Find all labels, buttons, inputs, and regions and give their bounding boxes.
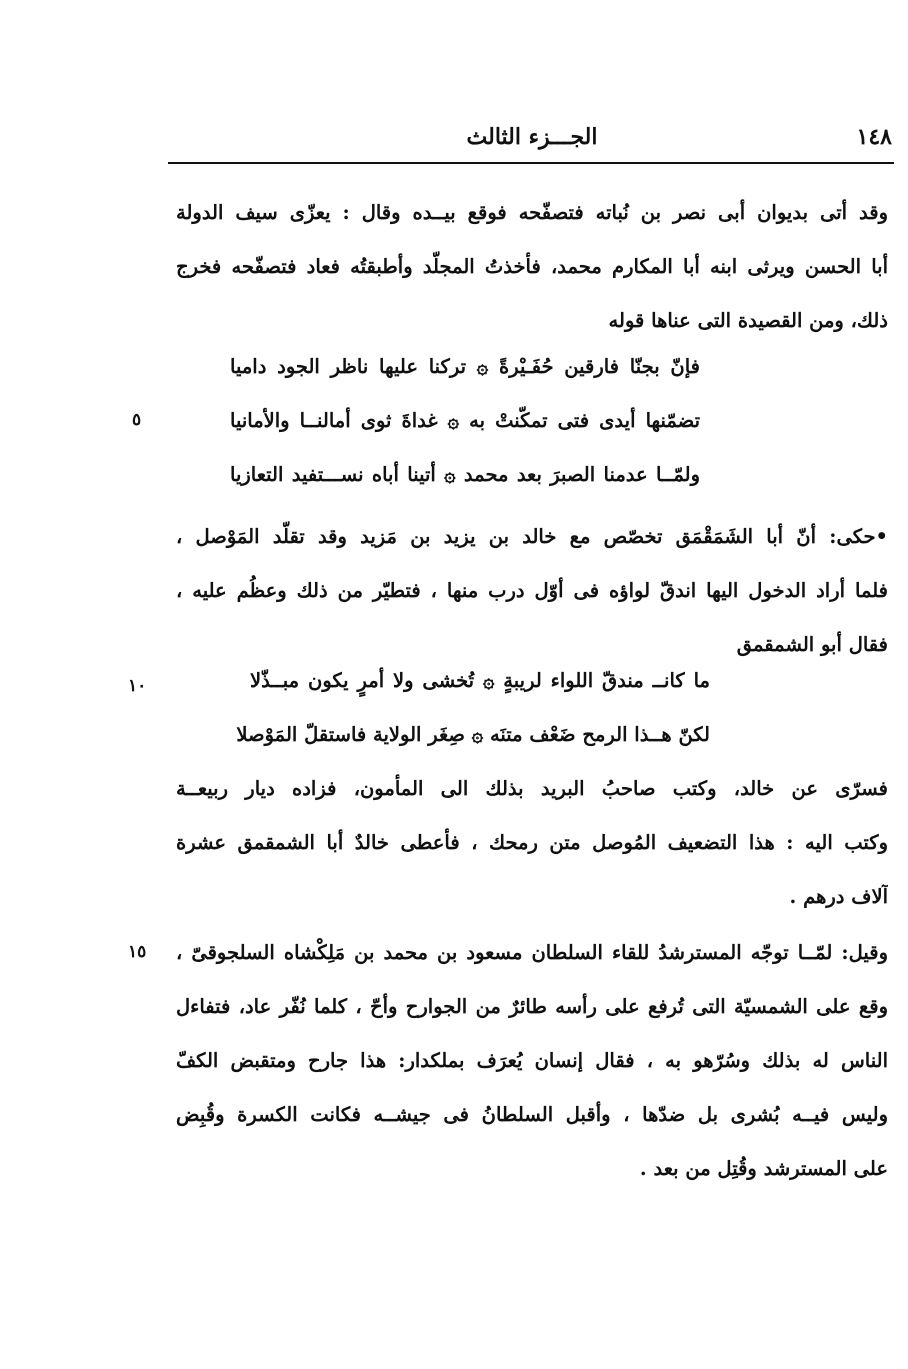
page-header [168, 118, 896, 158]
line-number-marker: ٥ [132, 410, 142, 430]
verse-block-1 [230, 340, 700, 502]
text-line: الناس له بذلك وسُرّهو به ، فقال إنسان يُعرَف بملكدار: هذا جارح ومتقبض الكفّ [176, 1049, 888, 1072]
text-line: فقال أبو الشمقمق [736, 633, 888, 656]
paragraph-2 [176, 510, 888, 672]
paragraph-4 [176, 926, 888, 1196]
text-line: فسرّى عن خالد، وكتب صاحبُ البريد بذلك الى المأمون، فزاده ديار ربيعــة [176, 777, 888, 800]
text-line: وقد أتى بديوان أبى نصر بن نُباته فتصفّحه فوقع بيــده وقال : يعزّى سيف الدولة [176, 201, 888, 224]
text-line: على المسترشد وقُتِل من بعد . [639, 1157, 888, 1180]
text-line: وليس فيــه بُشرى بل ضدّها ، وأقبل السلطانُ فى جيشــه فكانت الكسرة وقُبِض [176, 1103, 888, 1126]
text-line: وقع على الشمسيّة التى تُرفع على رأسه طائرٌ من الجوارح وأحّ ، كلما نُفّر عاد، فتفاءل [176, 995, 888, 1018]
verse-block-2 [236, 654, 710, 762]
text-line: وقيل: لمّــا توجّه المسترشدُ للقاء السلطان مسعود بن محمد بن مَلِكْشاه السلجوقىّ ، [176, 941, 888, 964]
line-number-marker: ١٥ [128, 942, 147, 962]
header-rule [168, 162, 894, 164]
paragraph-3 [176, 762, 888, 924]
text-line: •حكى: أنّ أبا الشَمَقْمَق تخصّص مع خالد بن يزيد بن مَزيد وقد تقلّد المَوْصل ، [176, 525, 888, 548]
text-line: أبا الحسن ويرثى ابنه أبا المكارم محمد، فأخذتُ المجلّد وأطبقتُه فعاد فتصفّحه فخرج [176, 255, 888, 278]
verse-line: تضمّنها أيدى فتى تمكّنتْ به ۞ غداةَ ثوى أمالنــا والأمانيا [230, 409, 700, 432]
text-line: وكتب اليه : هذا التضعيف المُوصل متن رمحك ، فأعطى خالدٌ أبا الشمقمق عشرة [176, 831, 888, 854]
text-line: فلما أراد الدخول اليها اندقّ لواؤه فى أوّل درب منها ، فتطيّر من ذلك وعظُم عليه ، [176, 579, 888, 602]
text-line: ذلك، ومن القصيدة التى عناها قوله [608, 309, 888, 332]
paragraph-1 [176, 186, 888, 348]
verse-line: ولمّــا عدمنا الصبرَ بعد محمد ۞ أتينا أباه نســـتفيد التعازيا [230, 463, 700, 486]
verse-line: لكنّ هــذا الرمح ضَعْف متنَه ۞ صِغَر الولاية فاستقلّ المَوْصلا [236, 723, 710, 746]
verse-line: فإنّ بجنّا فارقين حُفَـيْرةً ۞ تركنا عليها ناظر الجود داميا [230, 355, 700, 378]
text-line: آلاف درهم . [789, 885, 888, 908]
line-number-marker: ١٠ [128, 676, 147, 696]
verse-line: ما كانــ مندقّ اللواء لريبةٍ ۞ تُخشى ولا أمرٍ يكون مبــذّلا [250, 669, 710, 692]
page-number: ١٤٨ [856, 124, 892, 150]
running-title: الجـــزء الثالث [466, 124, 598, 150]
